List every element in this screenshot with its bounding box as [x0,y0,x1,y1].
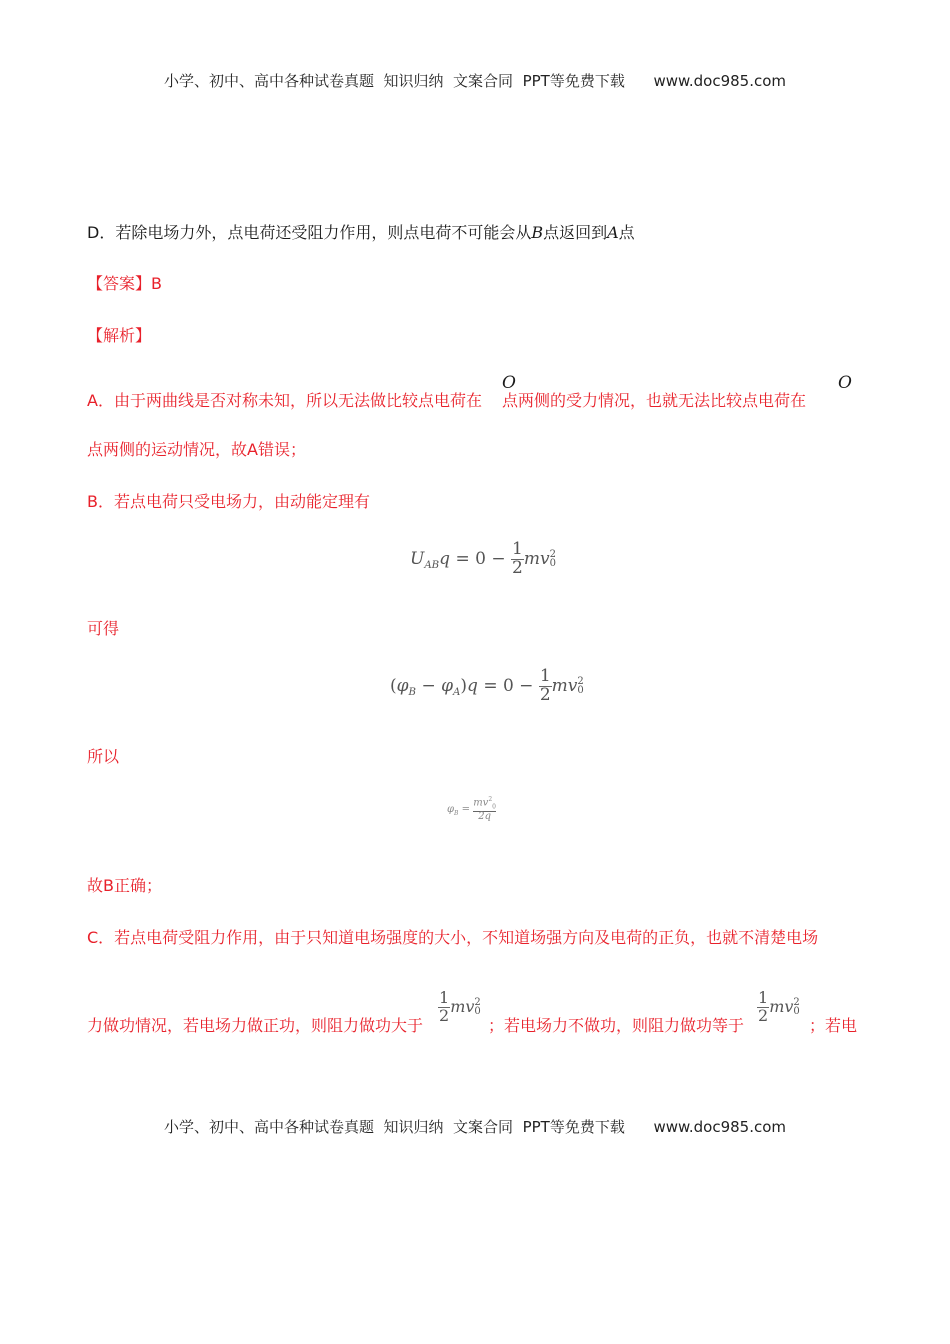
analysis-c-line2 [87,1014,857,1038]
eq2-fraction: $\frac{1}{2}$ [539,666,551,705]
eq1-q: q [439,548,451,569]
eq1-mv: mv [523,548,550,569]
equation-3: $\varphi_B$ = $\frac{mv^2_0}{2q}$ [447,796,496,822]
point-a: A [607,223,619,242]
eq1-sub: AB [424,560,440,572]
c-line2-part1: 力做功情况，若电场力做正功，则阻力做功大于 [87,1016,424,1035]
page-footer: 小学、初中、高中各种试卷真题 知识归纳 文案合同 PPT等免费下载 www.doc985.com [163,1118,787,1136]
analysis-b-line1: B．若点电荷只受电场力，由动能定理有 [87,492,370,511]
equation-2: $(\varphi_B - \varphi_A)q = 0$ − $\frac{1}{2}$ mv 2 0 [390,666,584,705]
page-header: 小学、初中、高中各种试卷真题 知识归纳 文案合同 PPT等免费下载 www.doc985.com [163,72,787,90]
option-d-pre: D．若除电场力外，点电荷还受阻力作用，则点电荷不可能会从 [87,223,532,242]
symbol-o-1: O [502,373,516,393]
suoyi: 所以 [87,747,120,766]
eq1-fraction: $\frac{1}{2}$ [512,539,523,578]
equation-1: $U_{AB}q = 0$ − $\frac{1}{2}$ mv 2 0 [410,539,556,578]
b-conclusion: 故B正确； [87,876,162,895]
analysis-a-line1 [87,389,806,413]
point-b: B [531,223,544,242]
c-line2-part2: ；若电场力不做功，则阻力做功等于 [488,1016,745,1035]
analysis-a-line2: 点两侧的运动情况，故A错误； [87,440,306,459]
a-line1-mid: 点两侧的受力情况，也就无法比较点电荷在 [501,391,806,410]
option-d-mid: 点返回到 [543,223,608,242]
analysis-c-line1: C．若点电荷受阻力作用，由于只知道电场强度的大小，不知道场强方向及电荷的正负，也就不清楚电场 [87,928,819,947]
kede: 可得 [87,619,120,638]
c-fraction-2: $\frac{1}{2}$ mv 2 0 [758,988,800,1025]
analysis-title: 【解析】 [87,326,152,345]
c-line2-part3: ；若电 [809,1016,858,1035]
c-fraction-1: $\frac{1}{2}$ mv 2 0 [439,988,481,1025]
eq3-fraction: $\frac{mv^2_0}{2q}$ [473,796,496,822]
eq1-u: U [410,548,425,569]
eq1-rhs: = 0 − [455,548,506,569]
symbol-o-2: O [838,373,852,393]
a-line1-pre: A．由于两曲线是否对称未知，所以无法做比较点电荷在 [87,391,482,410]
option-d-post: 点 [618,223,635,242]
answer: 【答案】B [87,274,162,293]
option-d [87,221,635,245]
